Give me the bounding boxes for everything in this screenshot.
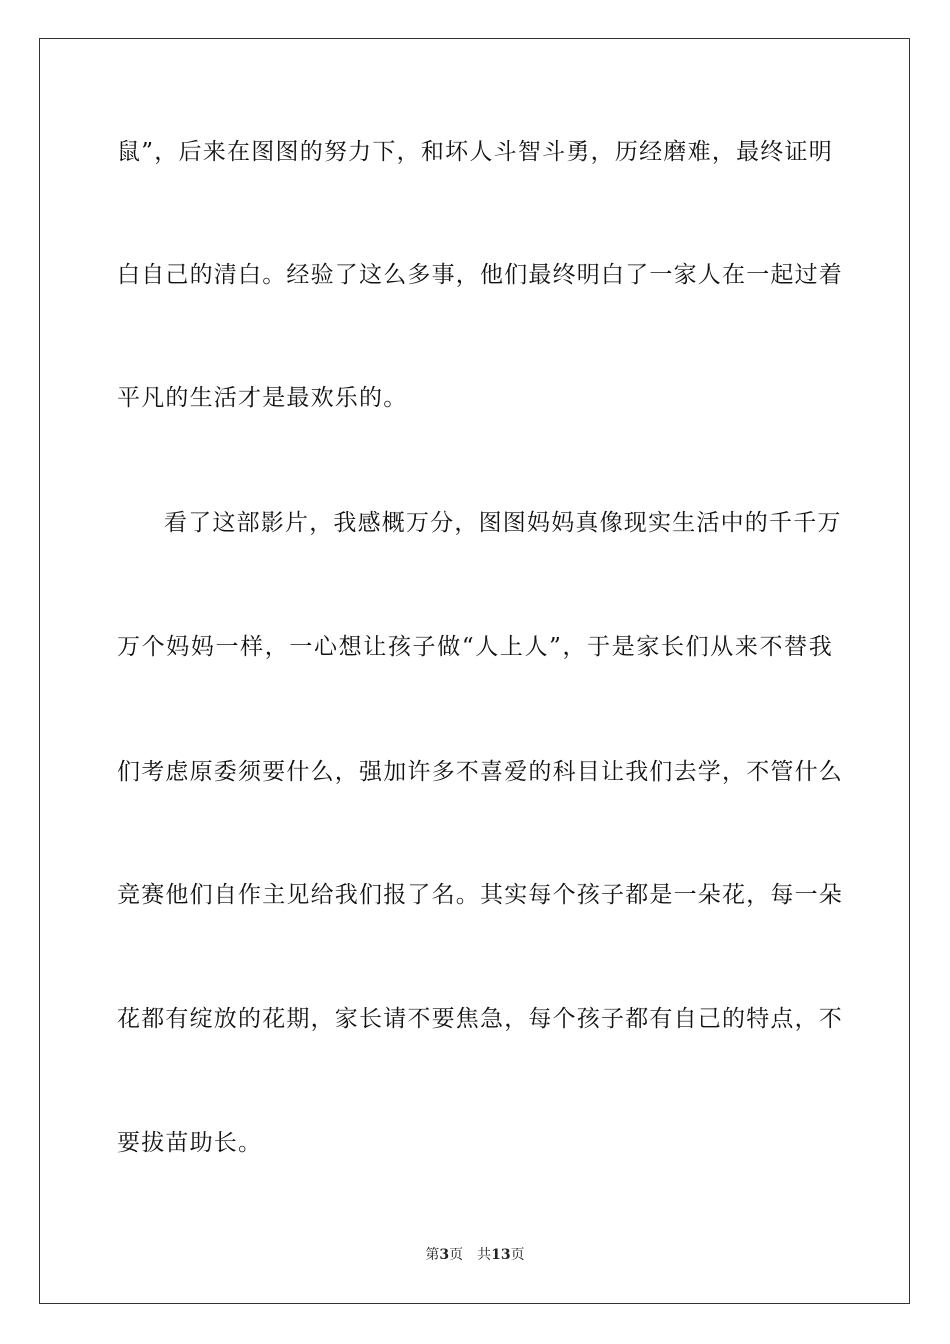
page-suffix: 页 xyxy=(449,1247,464,1263)
text-line: 竞赛他们自作主见给我们报了名。其实每个孩子都是一朵花，每一朵 xyxy=(117,882,843,908)
page-border xyxy=(39,38,910,1304)
text-line: 们考虑原委须要什么，强加许多不喜爱的科目让我们去学，不管什么 xyxy=(117,759,843,785)
total-prefix: 共 xyxy=(477,1247,492,1263)
text-line: 鼠”，后来在图图的努力下，和坏人斗智斗勇，历经磨难，最终证明 xyxy=(117,139,833,165)
page-prefix: 第 xyxy=(425,1247,440,1263)
page-number: 3 xyxy=(439,1247,450,1263)
total-pages: 13 xyxy=(491,1247,511,1263)
text-line-indented: 看了这部影片，我感概万分，图图妈妈真像现实生活中的千千万 xyxy=(164,510,842,536)
text-line: 白自己的清白。经验了这么多事，他们最终明白了一家人在一起过着 xyxy=(117,262,843,288)
text-line: 万个妈妈一样，一心想让孩子做“人上人”，于是家长们从来不替我 xyxy=(117,634,833,660)
text-line: 平凡的生活才是最欢乐的。 xyxy=(117,385,408,411)
text-line: 要拔苗助长。 xyxy=(117,1130,263,1156)
total-suffix: 页 xyxy=(510,1247,525,1263)
text-line: 花都有绽放的花期，家长请不要焦急，每个孩子都有自己的特点，不 xyxy=(117,1006,843,1032)
page-footer xyxy=(0,1246,950,1264)
